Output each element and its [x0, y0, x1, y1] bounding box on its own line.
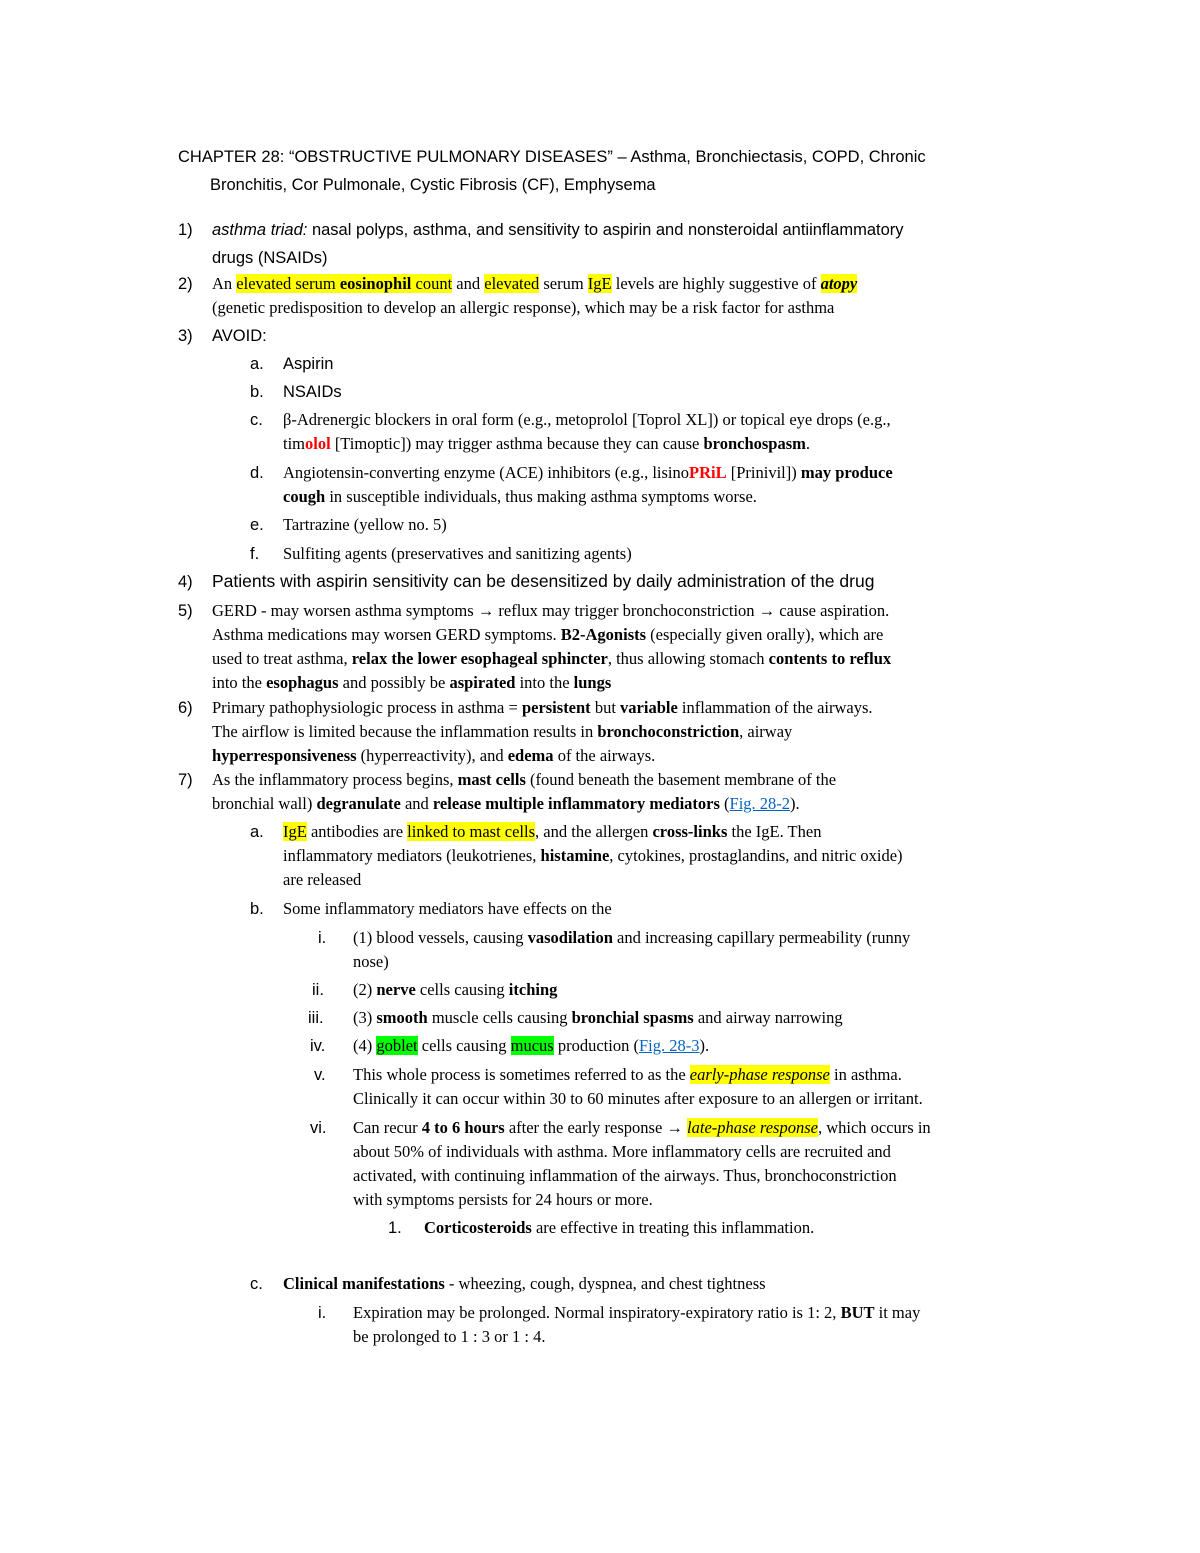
highlight: IgE	[283, 822, 307, 841]
item-4: Patients with aspirin sensitivity can be desensitized by daily administration of the drug	[212, 571, 875, 591]
text: into the	[212, 673, 267, 692]
bold-text: B2-Agonists	[560, 625, 647, 644]
avoid-tartrazine: Tartrazine (yellow no. 5)	[283, 515, 447, 534]
item-7a	[283, 820, 903, 892]
roman-label: iv.	[310, 1037, 326, 1055]
highlight: elevated	[484, 274, 540, 293]
text: count	[411, 274, 453, 293]
text: used to treat asthma,	[212, 649, 352, 668]
roman-label: iii.	[308, 1009, 324, 1027]
text: β-Adrenergic blockers in oral form (e.g., metoprolol [Toprol XL]) or topical eye drops (e.g.,	[283, 410, 891, 429]
text: ).	[699, 1036, 710, 1055]
text: activated, with continuing inflammation of the airways. Thus, bronchoconstriction	[353, 1166, 897, 1185]
item-7b: Some inflammatory mediators have effects on the	[283, 899, 612, 918]
text: bronchial wall)	[212, 794, 317, 813]
bold-text: bronchospasm	[703, 434, 806, 453]
title-line-2: Bronchitis, Cor Pulmonale, Cystic Fibrosis (CF), Emphysema	[210, 176, 656, 194]
bold-text: may produce	[800, 463, 893, 482]
text: , which occurs in	[817, 1118, 931, 1137]
text: [Timoptic]) may trigger asthma because they can cause	[330, 434, 704, 453]
bold-text: vasodilation	[527, 928, 613, 947]
item-number: 4)	[178, 573, 193, 591]
highlight	[236, 274, 452, 293]
text: (hyperreactivity), and	[356, 746, 508, 765]
corticosteroids-note	[424, 1216, 814, 1240]
text: Primary pathophysiologic process in asthma =	[212, 698, 522, 717]
sub-label: b.	[250, 900, 264, 918]
term: asthma triad:	[212, 221, 308, 239]
text: (genetic predisposition to develop an allergic response), which may be a risk factor for asthma	[212, 298, 835, 317]
sub-label: c.	[250, 1275, 263, 1293]
effect-goblet-cells	[353, 1034, 709, 1058]
sub-label: e.	[250, 516, 264, 534]
bold-text: persistent	[521, 698, 591, 717]
text: (4)	[353, 1036, 377, 1055]
text: (found beneath the basement membrane of the	[525, 770, 837, 789]
fig-28-2-link[interactable]: Fig. 28-2	[729, 794, 791, 813]
bold-text: bronchial spasms	[571, 1008, 694, 1027]
bold-text: edema	[507, 746, 554, 765]
clinical-manifestations	[283, 1272, 766, 1296]
text: nasal polyps, asthma, and sensitivity to aspirin and nonsteroidal antiinflammatory	[307, 221, 904, 239]
text: about 50% of individuals with asthma. More inflammatory cells are recruited and	[353, 1142, 891, 1161]
red-text: PRiL	[689, 463, 727, 482]
highlight: atopy	[820, 274, 858, 293]
bold-text: release multiple inflammatory mediators	[432, 794, 720, 813]
text: [Prinivil])	[726, 463, 801, 482]
text: are effective in treating this inflammation.	[531, 1218, 815, 1237]
text: - wheezing, cough, dyspnea, and chest tightness	[444, 1274, 766, 1293]
item-number: 2)	[178, 275, 193, 293]
late-phase-response	[353, 1116, 931, 1212]
highlight: goblet	[376, 1036, 418, 1055]
text: be prolonged to 1 : 3 or 1 : 4.	[353, 1327, 546, 1346]
bold-text: cross-links	[652, 822, 728, 841]
text: levels are highly suggestive of	[611, 274, 821, 293]
item-number: 5)	[178, 602, 193, 620]
text: nose)	[353, 952, 389, 971]
avoid-aspirin: Aspirin	[283, 355, 334, 373]
text: (1) blood vessels, causing	[353, 928, 528, 947]
bold-text: variable	[620, 698, 678, 717]
red-text: olol	[305, 434, 331, 453]
bold-text: mast cells	[457, 770, 526, 789]
highlight: IgE	[587, 274, 612, 293]
chapter-title	[178, 145, 926, 197]
roman-label: ii.	[312, 981, 324, 999]
text: and possibly be	[338, 673, 450, 692]
text: Can recur	[353, 1118, 422, 1137]
item-number: 6)	[178, 699, 193, 717]
text: and	[400, 794, 433, 813]
bold-text: Clinical manifestations	[283, 1274, 445, 1293]
text: muscle cells causing	[427, 1008, 572, 1027]
avoid-ace-inhibitors	[283, 461, 893, 509]
text: in susceptible individuals, thus making asthma symptoms worse.	[325, 487, 757, 506]
item-3-heading: AVOID:	[212, 327, 267, 345]
text: (	[719, 794, 730, 813]
text: The airflow is limited because the inflammation results in	[212, 722, 598, 741]
bold-text: contents to reflux	[768, 649, 892, 668]
text: inflammation of the airways.	[677, 698, 873, 717]
roman-label: vi.	[310, 1119, 327, 1137]
text: Clinically it can occur within 30 to 60 minutes after exposure to an allergen or irritant.	[353, 1089, 923, 1108]
text: are released	[283, 870, 362, 889]
text: but	[590, 698, 621, 717]
sub-label: a.	[250, 355, 264, 373]
item-number: 7)	[178, 771, 193, 789]
text: after the early response →	[504, 1118, 688, 1137]
bold-text: eosinophil	[339, 274, 412, 293]
text: (3)	[353, 1008, 377, 1027]
text: ).	[790, 794, 800, 813]
bold-text: bronchoconstriction	[597, 722, 740, 741]
text: Asthma medications may worsen GERD symptoms.	[212, 625, 561, 644]
text: Expiration may be prolonged. Normal inspiratory-expiratory ratio is 1: 2,	[353, 1303, 841, 1322]
text: serum	[539, 274, 588, 293]
sub-label: b.	[250, 383, 264, 401]
roman-label: i.	[318, 929, 327, 947]
highlight: linked to mast cells	[407, 822, 536, 841]
text: antibodies are	[306, 822, 408, 841]
item-5	[212, 599, 891, 695]
text: cells causing	[415, 980, 509, 999]
sub-label: f.	[250, 545, 260, 563]
text: This whole process is sometimes referred to as the	[353, 1065, 690, 1084]
highlight: late-phase response	[687, 1118, 818, 1137]
text: and increasing capillary permeability (runny	[612, 928, 911, 947]
effect-smooth-muscle	[353, 1006, 843, 1030]
bold-text: Corticosteroids	[424, 1218, 532, 1237]
bold-text: itching	[508, 980, 558, 999]
bold-text: cough	[283, 487, 326, 506]
text: and airway narrowing	[693, 1008, 843, 1027]
effect-blood-vessels	[353, 926, 910, 974]
bold-text: aspirated	[449, 673, 516, 692]
item-number: 1)	[178, 221, 193, 239]
bold-text: hyperresponsiveness	[212, 746, 357, 765]
fig-28-3-link[interactable]: Fig. 28-3	[638, 1036, 700, 1055]
avoid-beta-blockers	[283, 408, 891, 456]
text: Angiotensin-converting enzyme (ACE) inhibitors (e.g., lisino	[283, 463, 690, 482]
roman-label: v.	[314, 1066, 326, 1084]
effect-nerve-cells	[353, 978, 557, 1002]
expiration-note	[353, 1301, 920, 1349]
item-2	[212, 272, 857, 320]
early-phase-response	[353, 1063, 923, 1111]
text: GERD - may worsen asthma symptoms → reflux may trigger bronchoconstriction → cause aspiration.	[212, 601, 890, 620]
numbered-label: 1.	[388, 1219, 402, 1237]
text: (2)	[353, 980, 377, 999]
text: it may	[874, 1303, 921, 1322]
text: production (	[553, 1036, 639, 1055]
text: elevated serum	[236, 274, 340, 293]
item-7	[212, 768, 836, 816]
text: of the airways.	[553, 746, 656, 765]
bold-text: nerve	[376, 980, 416, 999]
bold-text: histamine	[540, 846, 610, 865]
item-number: 3)	[178, 327, 193, 345]
text: and	[452, 274, 485, 293]
bold-text: esophagus	[266, 673, 339, 692]
text: in asthma.	[829, 1065, 902, 1084]
text: .	[805, 434, 811, 453]
bold-text: degranulate	[316, 794, 401, 813]
highlight: mucus	[510, 1036, 554, 1055]
text: the IgE. Then	[727, 822, 822, 841]
text: cells causing	[417, 1036, 511, 1055]
text: inflammatory mediators (leukotrienes,	[283, 846, 541, 865]
bold-text: 4 to 6 hours	[421, 1118, 505, 1137]
item-1	[212, 218, 904, 270]
sub-label: a.	[250, 823, 264, 841]
sub-label: d.	[250, 464, 264, 482]
bold-text: lungs	[573, 673, 612, 692]
text: drugs (NSAIDs)	[212, 249, 328, 267]
text: into the	[515, 673, 574, 692]
text: , airway	[739, 722, 793, 741]
title-line-1: CHAPTER 28: “OBSTRUCTIVE PULMONARY DISEASES” – Asthma, Bronchiectasis, COPD, Chronic	[178, 148, 926, 166]
text: with symptoms persists for 24 hours or more.	[353, 1190, 653, 1209]
bold-text: smooth	[376, 1008, 428, 1027]
roman-label: i.	[318, 1304, 327, 1322]
highlight: early-phase response	[689, 1065, 830, 1084]
avoid-sulfiting: Sulfiting agents (preservatives and sanitizing agents)	[283, 544, 632, 563]
bold-text: BUT	[840, 1303, 875, 1322]
item-6	[212, 696, 873, 768]
text: tim	[283, 434, 306, 453]
avoid-nsaids: NSAIDs	[283, 383, 342, 401]
text: , thus allowing stomach	[607, 649, 769, 668]
text: , cytokines, prostaglandins, and nitric oxide)	[609, 846, 903, 865]
text: , and the allergen	[535, 822, 653, 841]
bold-text: relax the lower esophageal sphincter	[351, 649, 608, 668]
sub-label: c.	[250, 411, 263, 429]
text: (especially given orally), which are	[646, 625, 884, 644]
text: As the inflammatory process begins,	[212, 770, 458, 789]
text: An	[212, 274, 237, 293]
